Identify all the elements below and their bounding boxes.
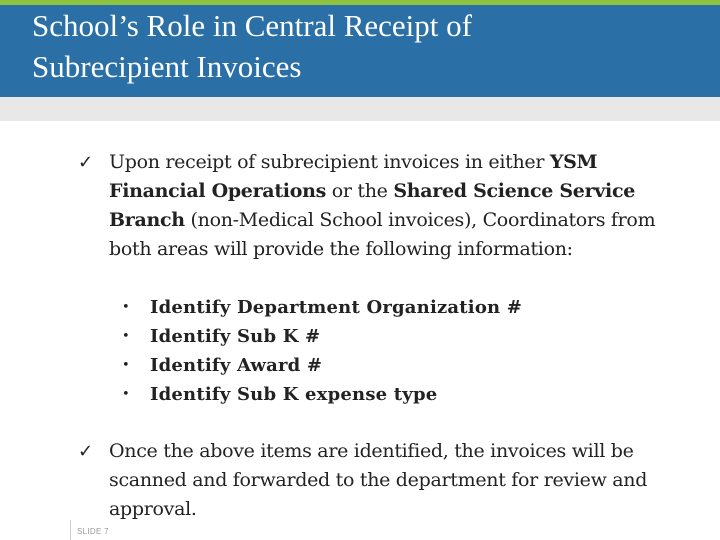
list-item: • Identify Department Organization # [122, 293, 602, 322]
bullet-receipt [78, 148, 685, 264]
bullet-forwarding [78, 437, 685, 524]
list-item: • Identify Sub K expense type [122, 380, 602, 409]
bullet-dot-icon: • [122, 300, 130, 315]
information-list [122, 293, 602, 409]
bullet-dot-icon: • [122, 329, 130, 344]
slide-number: SLIDE 7 [77, 527, 109, 536]
slide-title-line-2: Subrecipient Invoices [32, 49, 302, 84]
list-item: • Identify Award # [122, 351, 602, 380]
title-bar [0, 0, 720, 97]
list-item: • Identify Sub K # [122, 322, 602, 351]
header-band [0, 97, 720, 121]
bullet-dot-icon: • [122, 358, 130, 373]
footer-divider [70, 520, 71, 540]
slide-title-line-1: School’s Role in Central Receipt of [32, 8, 472, 43]
bullet-forwarding-text: Once the above items are identified, the invoices will be scanned and forwarded to the department for review and approval. [109, 440, 648, 520]
bullet-dot-icon: • [122, 387, 130, 402]
bullet-receipt-text: Upon receipt of subrecipient invoices in either YSM Financial Operations or the Shared Science Service Branch (non-Medical School invoices), Coordinators from both areas will provide the following information: [109, 151, 656, 260]
check-icon: ✓ [78, 152, 93, 173]
shared-science-service-branch: Shared Science Service Branch [109, 180, 636, 231]
check-icon: ✓ [78, 441, 93, 462]
ysm-financial-operations: YSM Financial Operations [109, 151, 598, 202]
